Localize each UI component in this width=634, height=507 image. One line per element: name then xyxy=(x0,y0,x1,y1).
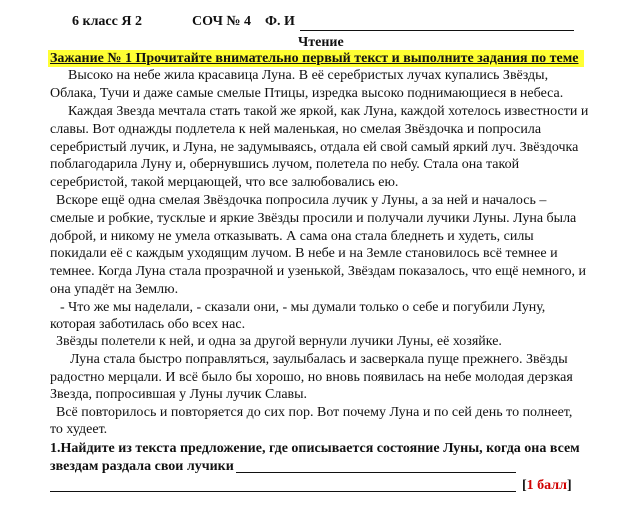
text-line: Луна стала быстро поправляться, заулыбалась и засверкала пуще прежнего. Звёзды xyxy=(70,352,568,367)
answer-line-2[interactable] xyxy=(50,491,516,492)
text-line: Облака, Тучи и даже самые смелые Птицы, изредка высоко поднимающиеся в небеса. xyxy=(50,86,564,101)
text-line: радостно мерцали. И всё было бы хорошо, но вновь появилась на небе молодая дерзкая xyxy=(50,370,573,385)
score-value: 1 балл xyxy=(526,478,568,493)
text-line: Вскоре ещё одна смелая Звёздочка попросила лучик у Луны, а за ней и началось – xyxy=(56,193,547,208)
text-line: то худеет. xyxy=(50,422,108,437)
text-line: темнее. Когда Луна стала прозрачной и узенькой, Звёздам показалось, что ещё немного, и xyxy=(50,264,586,279)
text-line: серебристый лучик, и Луна, не задумываясь, отдала ей свой самый яркий луч. Звёздочка xyxy=(50,140,579,155)
score-bracket-close: ] xyxy=(567,478,572,493)
grade-label: 6 класс Я 2 xyxy=(72,14,142,29)
answer-line-1[interactable] xyxy=(236,472,516,473)
text-line: Всё повторилось и повторяется до сих пор. Вот почему Луна и по сей день то полнеет, xyxy=(56,405,573,420)
text-line: поблагодарила Луну и, обернувшись лучом, полетела по небу. Стала она такой xyxy=(50,157,520,172)
score-bracket-open: [ xyxy=(522,478,527,493)
text-line: Каждая Звезда мечтала стать такой же яркой, как Луна, каждой хотелось известности и xyxy=(68,104,589,119)
text-line: Звёзды полетели к ней, и одна за другой вернули лучики Луны, её хозяйке. xyxy=(56,334,502,349)
score-badge xyxy=(522,478,572,494)
text-line: она упадёт на Землю. xyxy=(50,282,179,297)
task-title: Зажание № 1 Прочитайте внимательно первый текст и выполните задания по теме xyxy=(50,51,579,66)
text-line: доброй, и никому не умела отказывать. А сама она стала бледнеть и худеть, силы xyxy=(50,229,534,244)
name-answer-line[interactable] xyxy=(300,30,574,31)
text-line: покидали её с каждым уходящим лучом. В небе и на Земле становилось всё темнее и xyxy=(50,246,558,261)
text-line: серебристой, такой мерцающей, что все залюбовались ею. xyxy=(50,175,399,190)
text-line: славы. Вот однажды подлетела к ней маленькая, но смелая Звёздочка и попросила xyxy=(50,122,542,137)
text-line: Звезда, попросившая у Луны лучик Славы. xyxy=(50,387,308,402)
text-line: смелые и робкие, тусклые и яркие Звёзды просили и получали лучики Луны. Луна была xyxy=(50,211,577,226)
fio-label: Ф. И xyxy=(265,14,295,29)
text-line: которая заботилась обо всех нас. xyxy=(50,317,246,332)
section-subtitle: Чтение xyxy=(298,35,344,50)
soch-label: СОЧ № 4 xyxy=(192,14,251,29)
question-line-2: звездам раздала свои лучики xyxy=(50,459,234,474)
text-line: - Что же мы наделали, - сказали они, - мы думали только о себе и погубили Луну, xyxy=(60,300,546,315)
question-line-1: 1.Найдите из текста предложение, где описывается состояние Луны, когда она всем xyxy=(50,441,580,456)
text-line: Высоко на небе жила красавица Луна. В её серебристых лучах купались Звёзды, xyxy=(68,68,549,83)
